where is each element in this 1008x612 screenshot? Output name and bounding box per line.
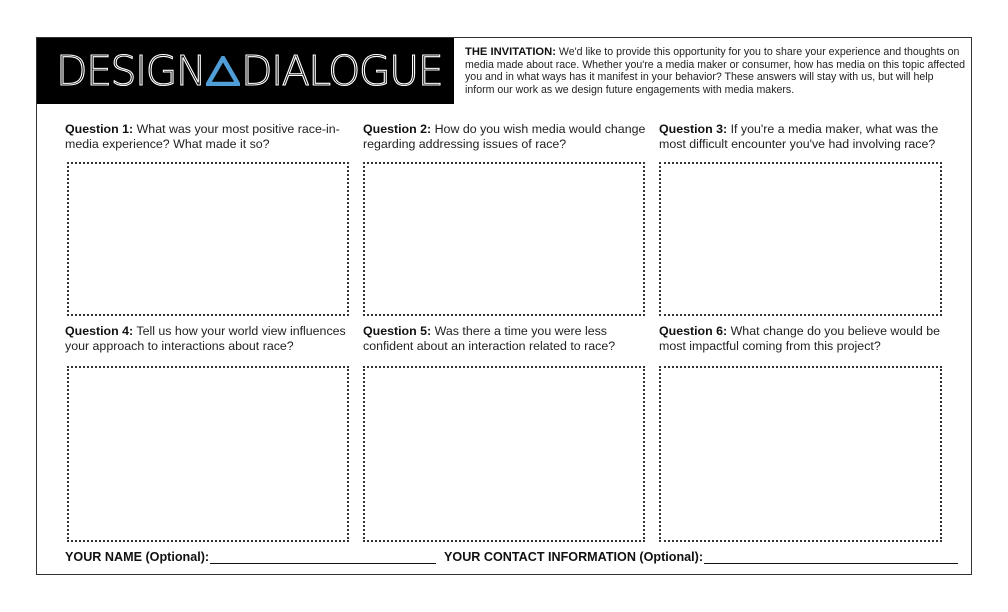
contact-input-line[interactable] (704, 551, 958, 564)
question-6 (659, 324, 947, 358)
question-4-text: Tell us how your world view influences your approach to interactions about race? (65, 324, 346, 354)
logo-text-design: DESIGN (56, 46, 206, 95)
invitation-label: THE INVITATION: (465, 46, 556, 58)
question-4 (65, 324, 353, 358)
answer-box-1[interactable] (67, 162, 349, 316)
answer-box-3[interactable] (659, 162, 942, 316)
delta-icon (206, 56, 240, 86)
question-5 (363, 324, 651, 358)
question-2-label: Question 2: (363, 122, 432, 136)
answer-box-4[interactable] (67, 366, 349, 542)
logo-text-dialogue: DIALOGUE (241, 46, 443, 95)
contact-field (444, 550, 958, 564)
name-input-line[interactable] (210, 551, 436, 564)
name-field-label: YOUR NAME (Optional): (65, 550, 210, 564)
question-1-text: What was your most positive race-in-media experience? What made it so? (65, 122, 340, 152)
question-1-label: Question 1: (65, 122, 134, 136)
answer-box-5[interactable] (363, 366, 645, 542)
name-field (65, 550, 436, 564)
invitation-paragraph (465, 46, 965, 96)
question-6-label: Question 6: (659, 324, 728, 338)
question-3 (659, 122, 947, 156)
question-5-label: Question 5: (363, 324, 432, 338)
question-3-label: Question 3: (659, 122, 728, 136)
question-2-text: How do you wish media would change regarding addressing issues of race? (363, 122, 646, 152)
answer-box-2[interactable] (363, 162, 645, 316)
answer-box-6[interactable] (659, 366, 942, 542)
question-3-text: If you're a media maker, what was the most difficult encounter you've had involving race? (659, 122, 939, 152)
survey-card (36, 37, 972, 575)
logo-banner (37, 38, 454, 104)
question-6-text: What change do you believe would be most impactful coming from this project? (659, 324, 941, 354)
contact-field-label: YOUR CONTACT INFORMATION (Optional): (444, 550, 704, 564)
invitation-text: We'd like to provide this opportunity for you to share your experience and thoughts on media made about race. Whether you're a media maker or consumer, how has media on this topic affected you and in what ways has it manifest in your behavior? These answers will stay with us, but will help inform our work as we design future engagements with media makers. (465, 46, 965, 96)
question-1 (65, 122, 353, 156)
question-4-label: Question 4: (65, 324, 134, 338)
logo-wordmark (56, 46, 443, 95)
question-5-text: Was there a time you were less confident about an interaction related to race? (363, 324, 616, 354)
question-2 (363, 122, 651, 156)
